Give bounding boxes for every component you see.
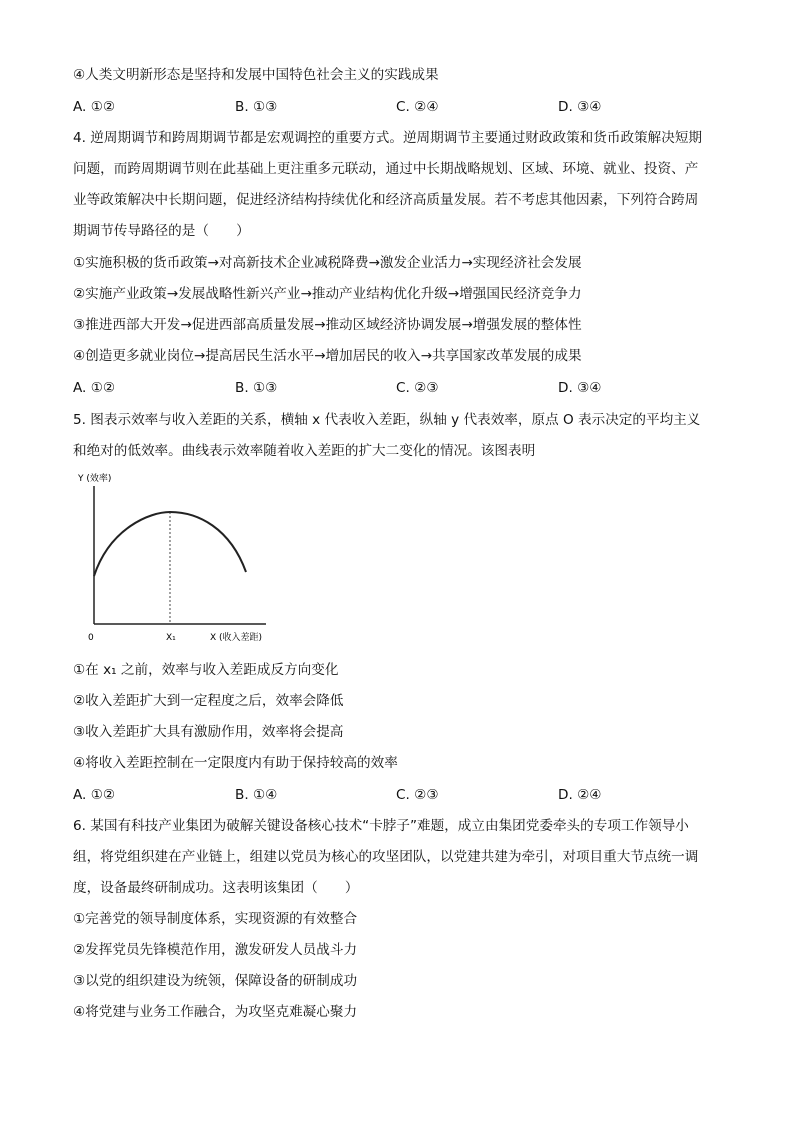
q5-statement-3: ③收入差距扩大具有激励作用，效率将会提高 bbox=[73, 724, 344, 740]
q4-stem-line-4: 期调节传导路径的是（ ） bbox=[73, 223, 250, 239]
q5-figure bbox=[70, 468, 290, 648]
q4-option-d: D. ③④ bbox=[558, 380, 602, 396]
q5-statement-1: ①在 x₁ 之前，效率与收入差距成反方向变化 bbox=[73, 662, 339, 678]
q4-options bbox=[73, 378, 633, 398]
q5-option-b: B. ①④ bbox=[235, 787, 278, 803]
q4-statement-4: ④创造更多就业岗位→提高居民生活水平→增加居民的收入→共享国家改革发展的成果 bbox=[73, 348, 582, 364]
q6-stem-line-2: 组，将党组织建在产业链上，组建以党员为核心的攻坚团队，以党建共建为牵引，对项目重大节点统一调 bbox=[73, 849, 699, 865]
q4-statement-1: ①实施积极的货币政策→对高新技术企业减税降费→激发企业活力→实现经济社会发展 bbox=[73, 255, 582, 271]
q5-stem-line-2: 和绝对的低效率。曲线表示效率随着收入差距的扩大二变化的情况。该图表明 bbox=[73, 443, 536, 459]
q3-option-c: C. ②④ bbox=[396, 99, 439, 115]
x1-label: X₁ bbox=[166, 633, 176, 643]
q4-option-b: B. ①③ bbox=[235, 380, 278, 396]
q6-stem-line-3: 度，设备最终研制成功。这表明该集团（ ） bbox=[73, 880, 359, 896]
origin-label: 0 bbox=[88, 633, 94, 643]
q5-statement-4: ④将收入差距控制在一定限度内有助于保持较高的效率 bbox=[73, 755, 398, 771]
q4-option-c: C. ②③ bbox=[396, 380, 439, 396]
q5-options bbox=[73, 785, 633, 805]
q4-stem-line-1: 4. 逆周期调节和跨周期调节都是宏观调控的重要方式。逆周期调节主要通过财政政策和货币政策解决短期 bbox=[73, 130, 703, 146]
q6-statement-3: ③以党的组织建设为统领，保障设备的研制成功 bbox=[73, 973, 358, 989]
q6-statement-2: ②发挥党员先锋模范作用，激发研发人员战斗力 bbox=[73, 942, 358, 958]
q6-statement-4: ④将党建与业务工作融合，为攻坚克难凝心聚力 bbox=[73, 1004, 358, 1020]
y-axis-label: Y (效率) bbox=[78, 474, 112, 484]
q5-option-a: A. ①② bbox=[73, 787, 116, 803]
q3-options bbox=[73, 97, 633, 117]
q6-statement-1: ①完善党的领导制度体系，实现资源的有效整合 bbox=[73, 911, 358, 927]
q5-option-c: C. ②③ bbox=[396, 787, 439, 803]
q3-option-a: A. ①② bbox=[73, 99, 116, 115]
q4-stem-line-2: 问题，而跨周期调节则在此基础上更注重多元联动，通过中长期战略规划、区域、环境、就业、投资、产 bbox=[73, 161, 699, 177]
q4-stem-line-3: 业等政策解决中长期问题，促进经济结构持续优化和经济高质量发展。若不考虑其他因素，下列符合跨周 bbox=[73, 192, 699, 208]
q4-statement-3: ③推进西部大开发→促进西部高质量发展→推动区域经济协调发展→增强发展的整体性 bbox=[73, 317, 582, 333]
q6-stem-line-1: 6. 某国有科技产业集团为破解关键设备核心技术“卡脖子”难题，成立由集团党委牵头的专项工作领导小 bbox=[73, 818, 689, 834]
q3-option-b: B. ①③ bbox=[235, 99, 278, 115]
q5-statement-2: ②收入差距扩大到一定程度之后，效率会降低 bbox=[73, 693, 344, 709]
q5-stem-line-1: 5. 图表示效率与收入差距的关系，横轴 x 代表收入差距，纵轴 y 代表效率，原点 O 表示决定的平均主义 bbox=[73, 412, 701, 428]
q4-statement-2: ②实施产业政策→发展战略性新兴产业→推动产业结构优化升级→增强国民经济竞争力 bbox=[73, 286, 582, 302]
q4-option-a: A. ①② bbox=[73, 380, 116, 396]
q3-option-d: D. ③④ bbox=[558, 99, 602, 115]
x-axis-label: X (收入差距) bbox=[210, 633, 263, 643]
q3-statement-4: ④人类文明新形态是坚持和发展中国特色社会主义的实践成果 bbox=[73, 67, 439, 83]
q5-option-d: D. ②④ bbox=[558, 787, 602, 803]
